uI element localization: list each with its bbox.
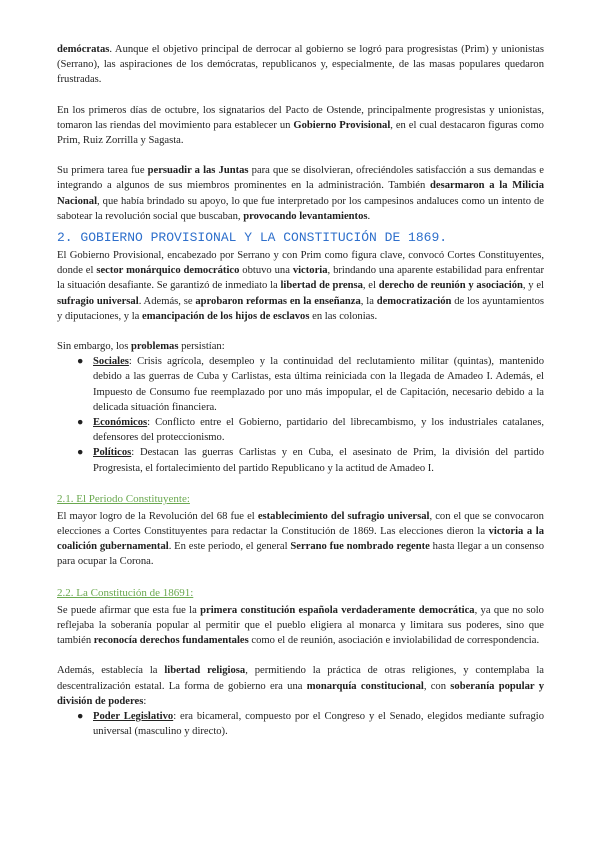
document-page	[57, 42, 544, 739]
problems-list	[57, 354, 544, 476]
subsection-heading-constitucion-1869: 2.2. La Constitución de 18691:	[57, 586, 194, 599]
list-item-politicos: ● Políticos: Destacan las guerras Carlistas y en Cuba, el asesinato de Prim, la división del partido Progresista, el fortalecimiento del partido Republicano y la actitud de Amadeo I.	[77, 447, 544, 474]
bullet-icon: ●	[77, 710, 84, 722]
paragraph-libertad-religiosa: Además, establecía la libertad religiosa, permitiendo la práctica de otras religiones, y contemplaba la descentralización estatal. La forma de gobierno era una monarquía constitucional, con soberanía popular y división de poderes:	[57, 665, 545, 707]
paragraph-pacto-ostende: En los primeros días de octubre, los signatarios del Pacto de Ostende, principalmente progresistas y unionistas, tomaron las riendas del movimiento para establecer un Gobierno Provisional, en el cual destacaron figuras como Prim, Ruiz Zorrilla y Sagasta.	[57, 104, 544, 147]
bullet-icon: ●	[77, 417, 84, 429]
paragraph-juntas: Su primera tarea fue persuadir a las Juntas para que se disolvieran, ofreciéndoles satisfacción a sus demandas e integrando a algunos de sus miembros prominentes en la administración. También desarmaron a la Milicia Nacional, que había brindado su apoyo, lo que fue interpretado por los campesinos andaluces como un intento de sabotear la revolución social que buscaban, provocando levantamientos.	[57, 165, 545, 222]
powers-list	[57, 709, 544, 739]
paragraph-intro: demócratas. Aunque el objetivo principal de derrocar al gobierno se logró para progresistas (Prim) y unionistas (Serrano), las aspiraciones de los demócratas, republicanos y, especialmente, de las masas populares quedaron frustradas.	[57, 44, 544, 86]
paragraph-constitucion: Se puede afirmar que esta fue la primera constitución española verdaderamente democrática, ya que no solo reflejaba la soberanía popular al permitir que el pueblo eligiera al monarca y limitara sus poderes, sino que también reconocía derechos fundamentales como el de reunión, asociación e inviolabilidad de correspondencia.	[57, 604, 544, 647]
list-item-economicos: ● Económicos: Conflicto entre el Gobierno, partidario del librecambismo, y los industriales catalanes, defensores del proteccionismo.	[77, 417, 544, 444]
paragraph-sufragio: El mayor logro de la Revolución del 68 fue el establecimiento del sufragio universal, con el que se convocaron elecciones a Cortes Constituyentes para redactar la Constitución de 1869. Las elecciones dieron la victoria a la coalición gubernamental. En este periodo, el general Serrano fue nombrado regente hasta llegar a un consenso para ocupar la Corona.	[57, 510, 544, 568]
list-item-sociales: ● Sociales: Crisis agrícola, desempleo y la continuidad del reclutamiento militar (quintas), mantenido debido a las guerras de Cuba y Carlistas, esta última reiniciada con la llegada de Amadeo I. Además, el Impuesto de Consumo fue reemplazado por uno más impopular, el de Capitación, necesario debido a la delicada situación financiera.	[77, 356, 544, 413]
bullet-icon: ●	[77, 356, 84, 368]
subsection-heading-periodo-constituyente: 2.1. El Periodo Constituyente:	[57, 492, 190, 505]
paragraph-cortes: El Gobierno Provisional, encabezado por Serrano y con Prim como figura clave, convocó Cortes Constituyentes, donde el sector monárquico democrático obtuvo una victoria, brindando una aparente estabilidad para enfrentar la situación desafiante. Se garantizó de inmediato la libertad de prensa, el derecho de reunión y asociación, y el sufragio universal. Además, se aprobaron reformas en la enseñanza, la democratización de los ayuntamientos y diputaciones, y la emancipación de los hijos de esclavos en las colonias.	[57, 250, 545, 322]
paragraph-problemas: Sin embargo, los problemas persistían:	[57, 341, 225, 353]
list-item-poder-legislativo: ● Poder Legislativo: era bicameral, compuesto por el Congreso y el Senado, elegidos mediante sufragio universal (masculino y directo).	[77, 710, 544, 738]
section-heading-gobierno-provisional: 2. GOBIERNO PROVISIONAL Y LA CONSTITUCIÓN DE 1869.	[57, 230, 448, 246]
bullet-icon: ●	[77, 447, 84, 459]
